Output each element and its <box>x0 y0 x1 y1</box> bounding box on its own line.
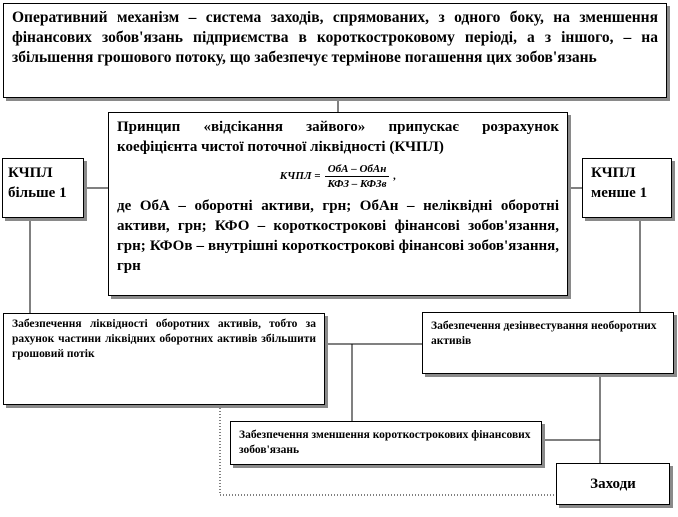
principle-box <box>108 112 568 296</box>
formula-trail: , <box>393 170 397 182</box>
kchpl-formula <box>117 158 559 194</box>
kchpl-greater-text: КЧПЛ більше 1 <box>8 165 67 201</box>
formula-denominator: КФЗ – КФЗв <box>327 177 387 190</box>
formula-lhs: КЧПЛ = <box>279 170 321 182</box>
kchpl-greater-box <box>2 158 84 218</box>
liquidity-measure-text: Забезпечення ліквідності оборотних активів, тобто за рахунок частини ліквідних оборотних активів збільшити грошовий потік <box>12 318 316 360</box>
liability-reduction-box <box>230 421 542 465</box>
disinvestment-measure-text: Забезпечення дезінвестування необоротних активів <box>431 320 657 347</box>
liquidity-measure-box <box>3 313 325 405</box>
top-definition-text: Оперативний механізм – система заходів, спрямованих, з одного боку, на зменшення фінансових зобов'язань підприємства в короткостроковому періоді, а з іншого, – на збільшення грошового потоку, що забезпечує термінове погашення цих зобов'язань <box>12 9 658 66</box>
kchpl-less-box <box>582 158 672 218</box>
formula-fraction <box>325 162 390 191</box>
measures-box <box>556 463 670 505</box>
liability-reduction-text: Забезпечення зменшення короткострокових фінансових зобов'язань <box>239 429 531 456</box>
kchpl-less-text: КЧПЛ менше 1 <box>591 165 648 201</box>
measures-label: Заходи <box>590 475 636 492</box>
principle-intro: Принцип «відсікання зайвого» припускає розрахунок коефіцієнта чистої поточної ліквідності (КЧПЛ) <box>117 119 559 155</box>
formula-numerator: ОбА – ОбАн <box>325 162 390 177</box>
top-definition-box <box>3 3 667 98</box>
disinvestment-measure-box <box>422 312 674 374</box>
principle-definitions: де ОбА – оборотні активи, грн; ОбАн – неліквідні оборотні активи, грн; КФО – короткострокові фінансові зобов'язання, грн; КФОв – внутрішні короткострокові фінансові зобов'язання, грн <box>117 198 559 274</box>
